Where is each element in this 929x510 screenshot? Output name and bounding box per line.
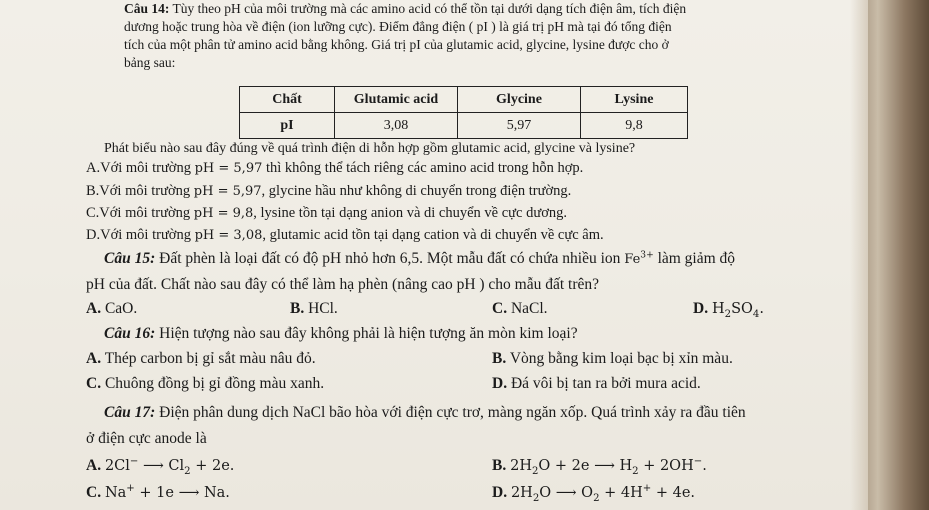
q14-intro-line2: dương hoặc trung hòa về điện (ion lưỡng cực). Điểm đẳng điện ( pI ) là giá trị pH mà tại đó tổng điện — [124, 19, 672, 34]
q14-line1 — [124, 0, 686, 18]
q16-option-c — [86, 375, 324, 393]
formula-part: SO — [731, 301, 753, 317]
table-cell: 3,08 — [335, 113, 458, 139]
option-letter: A. — [86, 300, 102, 317]
q17-text-line1: Điện phân dung dịch NaCl bão hòa với điện cực trơ, màng ngăn xốp. Quá trình xảy ra đầu tiên — [159, 404, 746, 421]
q15-label: Câu 15: — [104, 250, 156, 267]
q14-option-b — [86, 183, 571, 200]
q16-line — [104, 325, 578, 343]
option-text: Vòng bằng kim loại bạc bị xỉn màu. — [509, 350, 733, 367]
option-letter: D. — [492, 375, 508, 392]
option-text: Thép carbon bị gỉ sắt màu nâu đỏ. — [104, 350, 316, 367]
option-equation: $2H_2O$ ⟶ $O_2 + 4H^+ + 4e$. — [510, 483, 696, 504]
q17-line2: ở điện cực anode là — [86, 430, 207, 447]
q14-label: Câu 14: — [124, 1, 170, 16]
option-equation: 2Cl− ⟶ $Cl_2 + 2e$. — [104, 456, 235, 477]
formula-sub: 2 — [724, 308, 732, 320]
table-cell: 5,97 — [458, 113, 581, 139]
ion-charge: 3+ — [640, 250, 654, 261]
formula-sub: 4 — [752, 308, 760, 320]
option-text: Đá vôi bị tan ra bởi mura acid. — [510, 375, 701, 392]
option-suffix: thì không thể tách riêng các amino acid trong hỗn hợp. — [262, 160, 584, 176]
q15-line1-post: làm giảm độ — [653, 250, 736, 267]
option-prefix: Với môi trường — [100, 227, 195, 243]
option-letter: C. — [86, 484, 102, 501]
q14-option-a — [86, 160, 583, 177]
option-letter: C. — [86, 205, 100, 221]
q14-intro-line3: tích của một phân tử amino acid bằng không. Giá trị pI của glutamic acid, glycine, lysine được cho ở — [124, 37, 669, 52]
option-letter: C. — [492, 300, 508, 317]
table-header-cell: Glutamic acid — [335, 87, 458, 113]
option-letter: D. — [86, 227, 101, 243]
option-formula — [711, 301, 764, 320]
q15-ion — [624, 252, 653, 267]
q16-option-d — [492, 375, 701, 393]
option-math: pH = 5,97 — [194, 161, 263, 176]
table-header-row — [240, 87, 688, 113]
table-cell: 9,8 — [581, 113, 688, 139]
option-letter: C. — [86, 375, 102, 392]
option-equation: Na+ + 1e ⟶ Na. — [104, 483, 230, 501]
q16-question: Hiện tượng nào sau đây không phải là hiện tượng ăn mòn kim loại? — [159, 325, 578, 342]
q15-option-a — [86, 300, 137, 318]
q14-question: Phát biểu nào sau đây đúng về quá trình điện di hỗn hợp gồm glutamic acid, glycine và lysine? — [104, 141, 636, 156]
q15-line1 — [104, 250, 735, 268]
q17-line1 — [104, 404, 746, 422]
table-header-cell: Lysine — [581, 87, 688, 113]
option-text: HCl. — [308, 300, 338, 317]
q17-option-a — [86, 457, 234, 475]
option-text: CaO. — [104, 300, 138, 317]
q15-option-d — [693, 300, 764, 318]
ion-base: Fe — [624, 252, 641, 267]
q17-option-c — [86, 484, 230, 502]
option-suffix: , glutamic acid tồn tại dạng cation và di chuyển về cực âm. — [262, 227, 604, 243]
q14-intro-line1: Tùy theo pH của môi trường mà các amino acid có thể tồn tại dưới dạng tích điện âm, tích điện — [172, 1, 687, 16]
table-header-cell: Glycine — [458, 87, 581, 113]
table-row — [240, 113, 688, 139]
option-letter: A. — [86, 457, 102, 474]
page-edge-shadow — [850, 0, 929, 510]
q16-option-b — [492, 350, 733, 368]
option-letter: A. — [86, 350, 102, 367]
table-row-label: pI — [240, 113, 335, 139]
q17-option-b — [492, 457, 707, 475]
option-math: pH = 5,97 — [193, 184, 262, 199]
option-math: pH = 9,8 — [193, 206, 254, 221]
q15-option-c — [492, 300, 548, 318]
option-letter: B. — [290, 300, 305, 317]
option-letter: B. — [86, 183, 100, 199]
q16-label: Câu 16: — [104, 325, 156, 342]
q15-line1-pre: Đất phèn là loại đất có độ pH nhỏ hơn 6,5. Một mẫu đất có chứa nhiều ion — [159, 250, 625, 267]
option-letter: D. — [693, 300, 709, 317]
option-prefix: Với môi trường — [99, 205, 194, 221]
option-suffix: , glycine hầu như không di chuyển trong điện trường. — [261, 183, 572, 199]
option-prefix: Với môi trường — [100, 160, 195, 176]
pi-table — [239, 86, 688, 139]
option-equation: $2H_2O + 2e$ ⟶ $H_2 + 2OH^-$. — [510, 456, 707, 477]
q17-label: Câu 17: — [104, 404, 156, 421]
q15-line2: pH của đất. Chất nào sau đây có thể làm hạ phèn (nâng cao pH ) cho mẫu đất trên? — [86, 276, 600, 293]
formula-part: . — [759, 301, 764, 317]
q15-option-b — [290, 300, 338, 318]
q16-option-a — [86, 350, 316, 368]
q14-option-c — [86, 205, 567, 222]
option-letter: B. — [492, 350, 507, 367]
q14-intro-line4: bảng sau: — [124, 55, 176, 70]
q14-option-d — [86, 227, 604, 244]
option-suffix: , lysine tồn tại dạng anion và di chuyển về cực dương. — [253, 205, 567, 221]
formula-part: H — [711, 301, 725, 317]
option-letter: A. — [86, 160, 101, 176]
option-prefix: Với môi trường — [99, 183, 194, 199]
q17-option-d — [492, 484, 695, 502]
option-letter: D. — [492, 484, 508, 501]
option-text: NaCl. — [510, 300, 548, 317]
option-letter: B. — [492, 457, 507, 474]
table-header-cell: Chất — [240, 87, 335, 113]
option-math: pH = 3,08 — [194, 228, 263, 243]
option-text: Chuông đồng bị gỉ đồng màu xanh. — [104, 375, 325, 392]
